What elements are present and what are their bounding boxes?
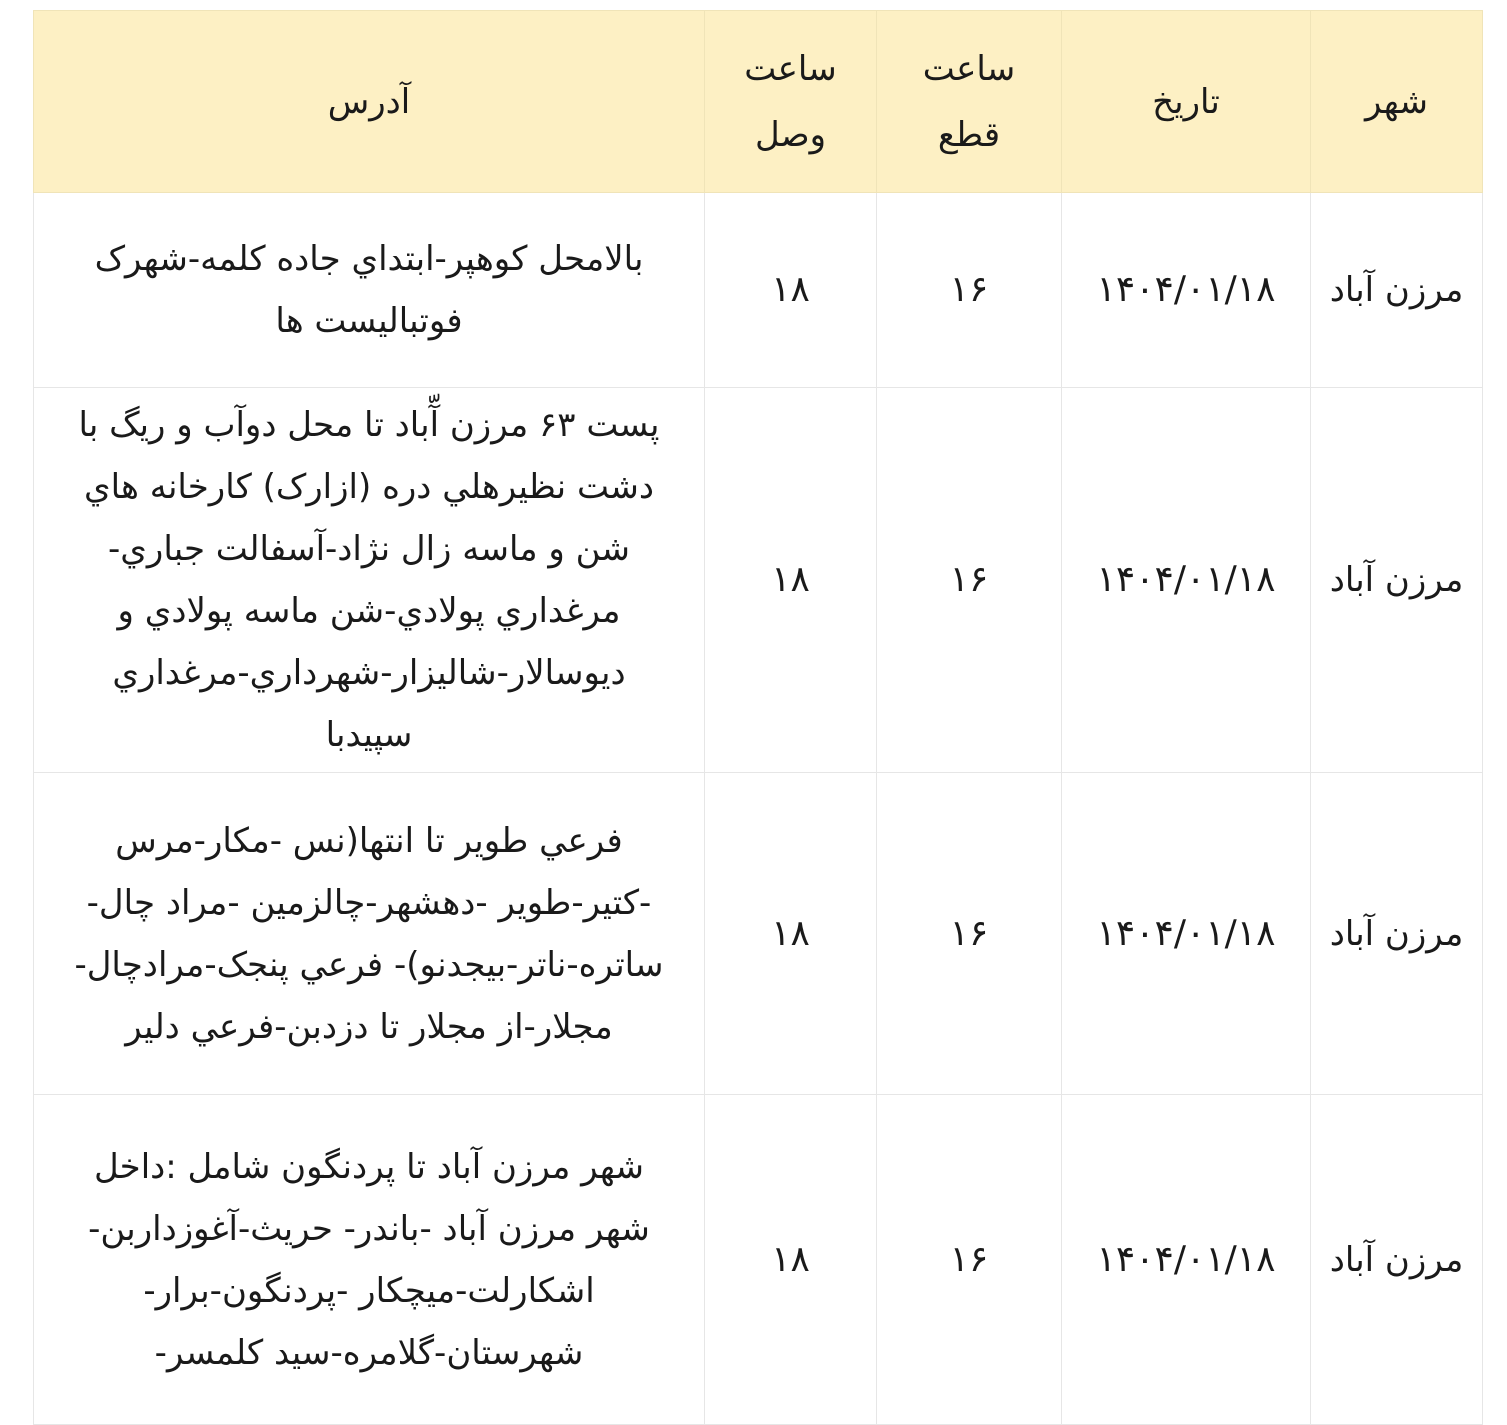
header-connect-time: ساعت وصل: [705, 11, 877, 193]
cell-date: ۱۴۰۴/۰۱/۱۸: [1062, 1095, 1311, 1425]
outage-table: [33, 10, 1483, 1425]
table-header-row: [34, 11, 1483, 193]
table-row: [34, 773, 1483, 1095]
header-city: شهر: [1311, 11, 1483, 193]
cell-city: مرزن آباد: [1311, 1095, 1483, 1425]
cell-connect-time: ۱۸: [705, 1095, 877, 1425]
header-cut-time: ساعت قطع: [877, 11, 1062, 193]
cell-address: بالامحل کوهپر-ابتداي جاده کلمه-شهرک فوتباليست ها: [34, 193, 705, 388]
header-date: تاریخ: [1062, 11, 1311, 193]
cell-connect-time: ۱۸: [705, 193, 877, 388]
cell-connect-time: ۱۸: [705, 388, 877, 773]
cell-cut-time: ۱۶: [877, 193, 1062, 388]
table-row: [34, 1095, 1483, 1425]
cell-address: پست ۶۳ مرزن آّباد تا محل دوآب و ريگ با دشت نظيرهلي دره (ازارک) کارخانه هاي شن و ماسه زال نژاد-آسفالت جباري-مرغداري پولادي-شن ماسه پولادي و ديوسالار-شاليزار-شهرداري-مرغداري سپيدبا: [34, 388, 705, 773]
cell-date: ۱۴۰۴/۰۱/۱۸: [1062, 388, 1311, 773]
cell-address: شهر مرزن آباد تا پردنگون شامل :داخل شهر مرزن آباد -باندر- حريث-آغوزداربن-اشکارلت-ميچکار -پردنگون-برار-شهرستان-گلامره-سيد کلمسر-: [34, 1095, 705, 1425]
outage-table-container: [33, 10, 1482, 1425]
cell-cut-time: ۱۶: [877, 773, 1062, 1095]
header-address: آدرس: [34, 11, 705, 193]
cell-connect-time: ۱۸: [705, 773, 877, 1095]
cell-cut-time: ۱۶: [877, 1095, 1062, 1425]
cell-address: فرعي طوير تا انتها(نس -مکار-مرس -کتير-طوير -دهشهر-چالزمين -مراد چال-ساتره-ناتر-بيجدنو)- فرعي پنجک-مرادچال-مجلار-از مجلار تا دزدبن-فرعي دلير: [34, 773, 705, 1095]
table-row: [34, 388, 1483, 773]
cell-city: مرزن آباد: [1311, 388, 1483, 773]
cell-date: ۱۴۰۴/۰۱/۱۸: [1062, 773, 1311, 1095]
table-row: [34, 193, 1483, 388]
cell-city: مرزن آباد: [1311, 773, 1483, 1095]
cell-date: ۱۴۰۴/۰۱/۱۸: [1062, 193, 1311, 388]
cell-cut-time: ۱۶: [877, 388, 1062, 773]
cell-city: مرزن آباد: [1311, 193, 1483, 388]
